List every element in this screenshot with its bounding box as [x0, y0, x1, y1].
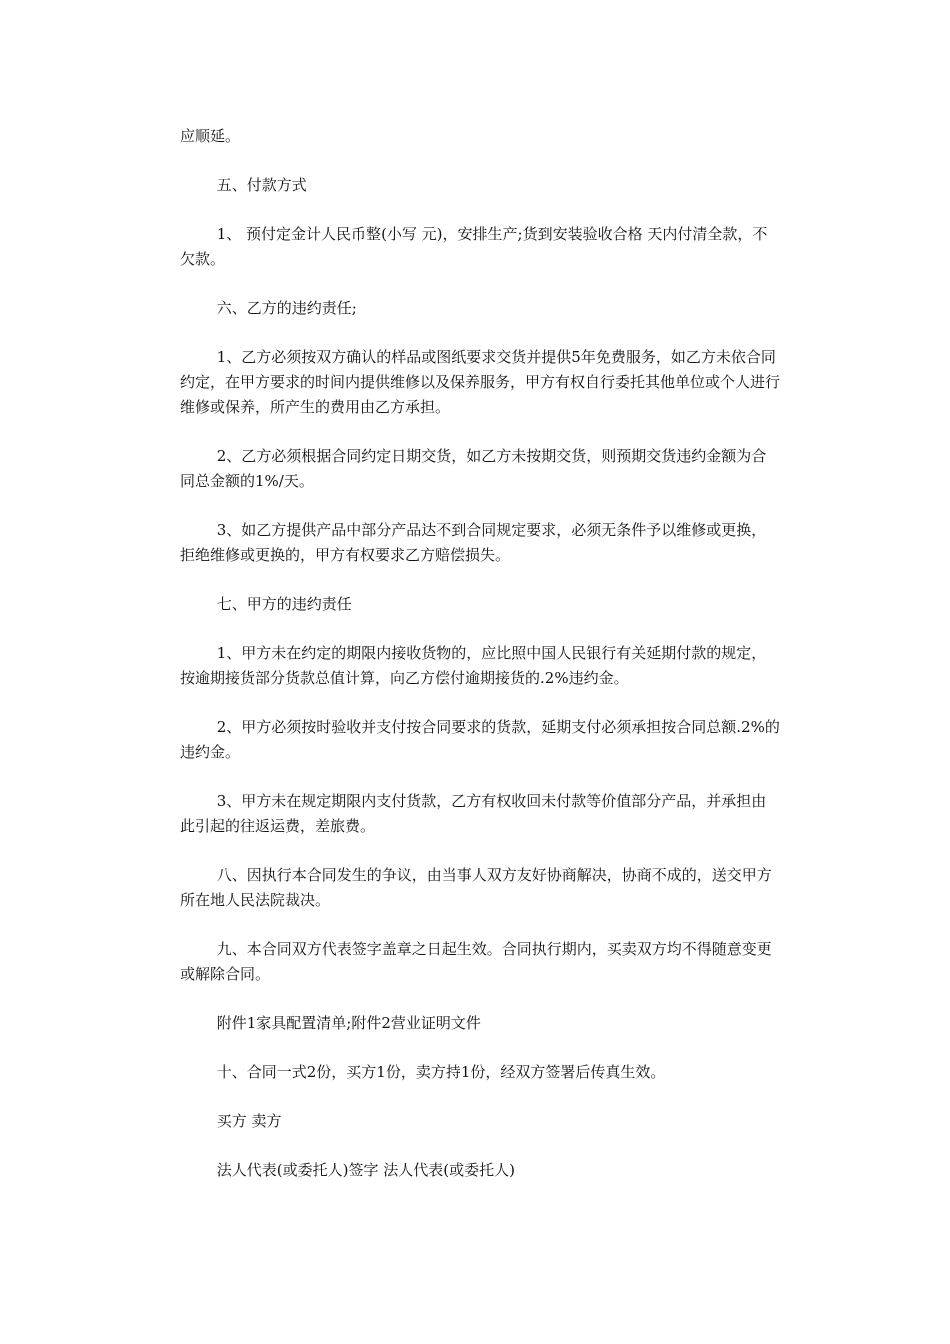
signature-parties: 买方 卖方 — [216, 1112, 282, 1130]
paragraph-seller-liability-1: 1、乙方必须按双方确认的样品或图纸要求交货并提供5年免费服务，如乙方未依合同约定，在甲方要求的时间内提供维修以及保养服务，甲方有权自行委托其他单位或个人进行维修或保养，所产生的费用由乙方承担。 — [180, 348, 781, 416]
paragraph-payment-terms: 1、 预付定金计人民币整(小写 元)，安排生产;货到安装验收合格 天内付清全款，不欠款。 — [180, 225, 768, 268]
paragraph-attachments: 附件1家具配置清单;附件2营业证明文件 — [216, 1014, 481, 1032]
paragraph-seller-liability-3: 3、如乙方提供产品中部分产品达不到合同规定要求，必须无条件予以维修或更换，拒绝维修或更换的，甲方有权要求乙方赔偿损失。 — [180, 521, 767, 564]
paragraph-seller-liability-2: 2、乙方必须根据合同约定日期交货，如乙方未按期交货，则预期交货违约金额为合同总金额的1%/天。 — [180, 447, 767, 490]
section-copies: 十、合同一式2份，买方1份，卖方持1份，经双方签署后传真生效。 — [216, 1063, 666, 1081]
section-effective-date: 九、本合同双方代表签字盖章之日起生效。合同执行期内，买卖双方均不得随意变更或解除合同。 — [180, 940, 772, 983]
signature-representatives: 法人代表(或委托人)签字 法人代表(或委托人) — [216, 1161, 515, 1179]
contract-body — [180, 124, 780, 1183]
section-heading-seller-liability: 六、乙方的违约责任; — [216, 299, 357, 317]
section-heading-payment: 五、付款方式 — [216, 176, 307, 194]
paragraph-buyer-liability-3: 3、甲方未在规定期限内支付货款，乙方有权收回未付款等价值部分产品，并承担由此引起的往返运费，差旅费。 — [180, 792, 767, 835]
paragraph-buyer-liability-2: 2、甲方必须按时验收并支付按合同要求的货款，延期支付必须承担按合同总额.2%的违约金。 — [180, 718, 780, 761]
section-heading-buyer-liability: 七、甲方的违约责任 — [216, 595, 352, 613]
paragraph-continuation: 应顺延。 — [180, 127, 241, 145]
paragraph-buyer-liability-1: 1、甲方未在约定的期限内接收货物的，应比照中国人民银行有关延期付款的规定，按逾期接货部分货款总值计算，向乙方偿付逾期接货的.2%违约金。 — [180, 644, 767, 687]
section-dispute-resolution: 八、因执行本合同发生的争议，由当事人双方友好协商解决，协商不成的，送交甲方所在地人民法院裁决。 — [180, 866, 772, 909]
